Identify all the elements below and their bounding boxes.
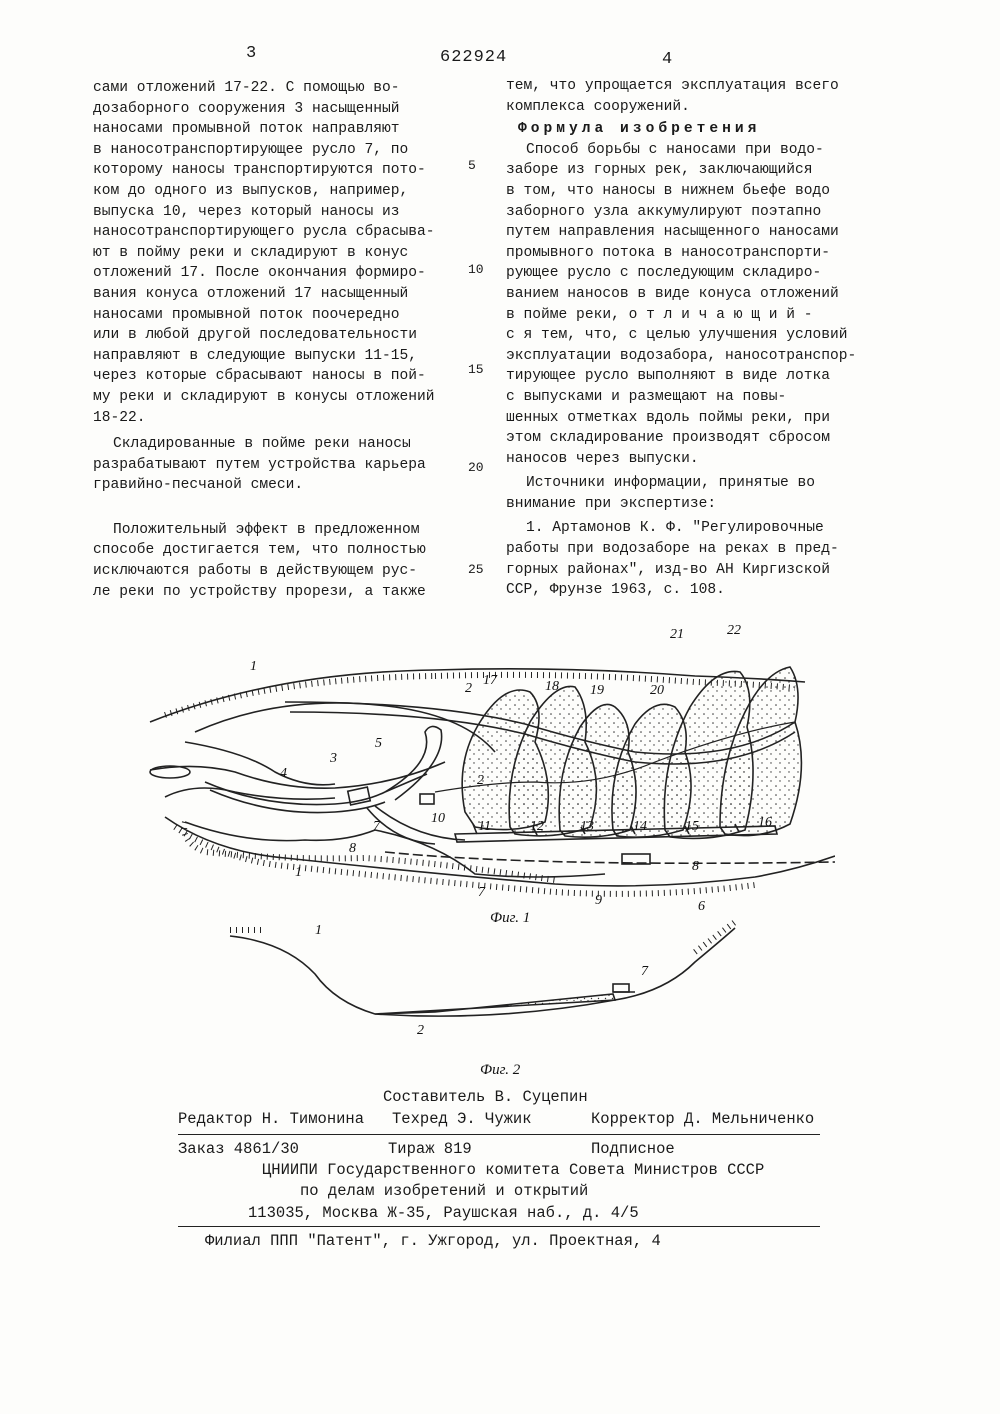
text-line: ком до одного из выпусков, например, (93, 182, 409, 199)
page-number-left: 3 (246, 44, 257, 63)
fig2-label: 1 (315, 923, 322, 938)
text-line: этом складирование производят сбросом (506, 430, 831, 447)
text-line: направляют в следующие выпуски 11-15, (93, 347, 418, 364)
footer-rule-2 (178, 1226, 820, 1227)
footer-order: Заказ 4861/30 (178, 1140, 299, 1158)
fig1-label: 7 (373, 819, 380, 834)
fig1-label: 4 (280, 766, 287, 781)
text-line: горных районах", изд-во АН Киргизской (506, 561, 831, 578)
line-number: 25 (468, 562, 484, 577)
footer-compiler: Составитель В. Суцепин (383, 1088, 588, 1106)
text-line: наносами промывной поток поочередно (93, 306, 400, 323)
fig1-label: 15 (685, 819, 699, 834)
fig1-label: 8 (349, 841, 356, 856)
text-line: дозаборного сооружения 3 насыщенный (93, 100, 400, 117)
page-number-right: 4 (662, 50, 673, 69)
line-number: 5 (468, 158, 476, 173)
fig1-label: 19 (590, 683, 604, 698)
fig1-label: 6 (698, 899, 705, 914)
line-number: 10 (468, 262, 484, 277)
sources-heading (506, 473, 896, 514)
left-paragraph-1 (93, 78, 468, 428)
footer-editor: Редактор Н. Тимонина (178, 1110, 365, 1128)
text-line: рующее русло с последующим складиро- (506, 265, 822, 282)
text-line: работы при водозаборе на реках в пред- (506, 541, 839, 558)
fig1-label: 10 (431, 811, 445, 826)
text-line: наносов через выпуски. (506, 450, 699, 467)
fig1-label: 1 (295, 865, 302, 880)
text-line: комплекса сооружений. (506, 98, 690, 115)
text-line: с выпусками и размещают на повы- (506, 388, 787, 405)
text-line: гравийно-песчаной смеси. (93, 477, 304, 494)
text-line: внимание при экспертизе: (506, 495, 717, 512)
text-line: му реки и складируют в конусы отложений (93, 388, 435, 405)
right-column (506, 76, 896, 601)
text-line: Источники информации, принятые во (526, 475, 816, 492)
left-paragraph-3 (93, 520, 468, 602)
formula-text (506, 140, 896, 470)
footer-org-1: ЦНИИПИ Государственного комитета Совета Министров СССР (262, 1161, 765, 1179)
fig1-label: 1 (250, 659, 257, 674)
text-line: которому наносы транспортируются пото- (93, 162, 426, 179)
text-line: тем, что упрощается эксплуатация всего (506, 78, 839, 94)
footer-subscription: Подписное (591, 1140, 675, 1158)
text-line: отложений 17. После окончания формиро- (93, 265, 426, 282)
text-line: тирующее русло выполняют в виде лотка (506, 368, 831, 385)
formula-title: Формула изобретения (518, 121, 761, 138)
sources-list (506, 518, 896, 600)
text-line: заборного узла аккумулируют поэтапно (506, 203, 822, 220)
fig1-deposit-cones (462, 667, 801, 838)
footer-org-2: по делам изобретений и открытий (300, 1182, 589, 1200)
figures (135, 612, 835, 1092)
fig1-label: 2 (465, 681, 472, 696)
fig1-label: 3 (330, 751, 337, 766)
fig1-label: 5 (375, 736, 382, 751)
text-line: разрабатывают путем устройства карьера (93, 456, 426, 473)
fig1-label: 16 (758, 815, 772, 830)
text-line: путем направления насыщенного наносами (506, 224, 839, 241)
fig1-label: 11 (478, 819, 491, 834)
text-line: в наносотранспортирующее русло 7, по (93, 141, 409, 158)
text-line: заборе из горных рек, заключающийся (506, 162, 813, 179)
fig1-label: 14 (633, 819, 647, 834)
fig2-cross-section (230, 922, 735, 1016)
fig1-label: 18 (545, 679, 559, 694)
fig1-label: 17 (483, 673, 497, 688)
fig1-label: 20 (650, 683, 664, 698)
text-line: с я тем, что, с целью улучшения условий (506, 327, 848, 344)
text-line: ванием наносов в виде конуса отложений (506, 285, 839, 302)
text-line: ют в пойму реки и складируют в конус (93, 244, 409, 261)
fig1-label: 2 (477, 773, 484, 788)
text-line: шенных отметках вдоль поймы реки, при (506, 409, 831, 426)
line-number: 15 (468, 362, 484, 377)
text-line: 18-22. (93, 409, 146, 426)
text-line: эксплуатации водозабора, наносотранспор- (506, 347, 857, 364)
text-line: сами отложений 17-22. С помощью во- (93, 80, 400, 96)
text-line: способе достигается тем, что полностью (93, 542, 426, 559)
fig1-caption: Фиг. 1 (490, 910, 531, 926)
fig1-label: 22 (727, 623, 741, 638)
footer-circulation: Тираж 819 (388, 1140, 472, 1158)
footer-branch: Филиал ППП "Патент", г. Ужгород, ул. Проектная, 4 (205, 1232, 661, 1250)
text-line: наносами промывной поток направляют (93, 121, 400, 138)
text-line: через которые сбрасывают наносы в пой- (93, 368, 426, 385)
text-line: в пойме реки, о т л и ч а ю щ и й - (506, 306, 813, 323)
fig2-caption: Фиг. 2 (480, 1062, 521, 1078)
text-line: или в любой другой последовательности (93, 327, 418, 344)
figure-drawings (135, 612, 835, 1092)
text-line: выпуска 10, через который наносы из (93, 203, 400, 220)
footer-corrector: Корректор Д. Мельниченко (591, 1110, 815, 1128)
footer-address: 113035, Москва Ж-35, Раушская наб., д. 4/5 (248, 1204, 639, 1222)
fig1-intake-structure (205, 726, 465, 844)
line-number: 20 (468, 460, 484, 475)
footer-rule-1 (178, 1134, 820, 1135)
text-line: Способ борьбы с наносами при водо- (526, 141, 824, 158)
left-column (93, 78, 468, 602)
text-line: наносотранспортирующего русла сбрасыва- (93, 224, 435, 241)
fig1-label: 13 (580, 819, 594, 834)
fig1-label: 21 (670, 627, 684, 642)
fig2-label: 7 (641, 964, 648, 979)
fig1-label: 8 (692, 859, 699, 874)
fig1-label: 12 (530, 819, 544, 834)
text-line: исключаются работы в действующем рус- (93, 563, 418, 580)
fig1-label: 7 (478, 885, 485, 900)
footer-techred: Техред Э. Чужик (392, 1110, 532, 1128)
text-line: Положительный эффект в предложенном (113, 521, 420, 538)
text-line: вания конуса отложений 17 насыщенный (93, 285, 409, 302)
text-line: ле реки по устройству прорези, а также (93, 583, 426, 600)
fig2-label: 2 (417, 1023, 424, 1038)
text-line: в том, что наносы в нижнем бьефе водо (506, 182, 831, 199)
text-line: 1. Артамонов К. Ф. "Регулировочные (526, 520, 824, 537)
fig1-label: 9 (595, 893, 602, 908)
text-line: Складированные в пойме реки наносы (113, 436, 411, 453)
patent-number: 622924 (440, 48, 508, 67)
text-line: ССР, Фрунзе 1963, с. 108. (506, 582, 725, 599)
text-line: промывного потока в наносотранспорти- (506, 244, 831, 261)
left-paragraph-2 (93, 434, 468, 496)
